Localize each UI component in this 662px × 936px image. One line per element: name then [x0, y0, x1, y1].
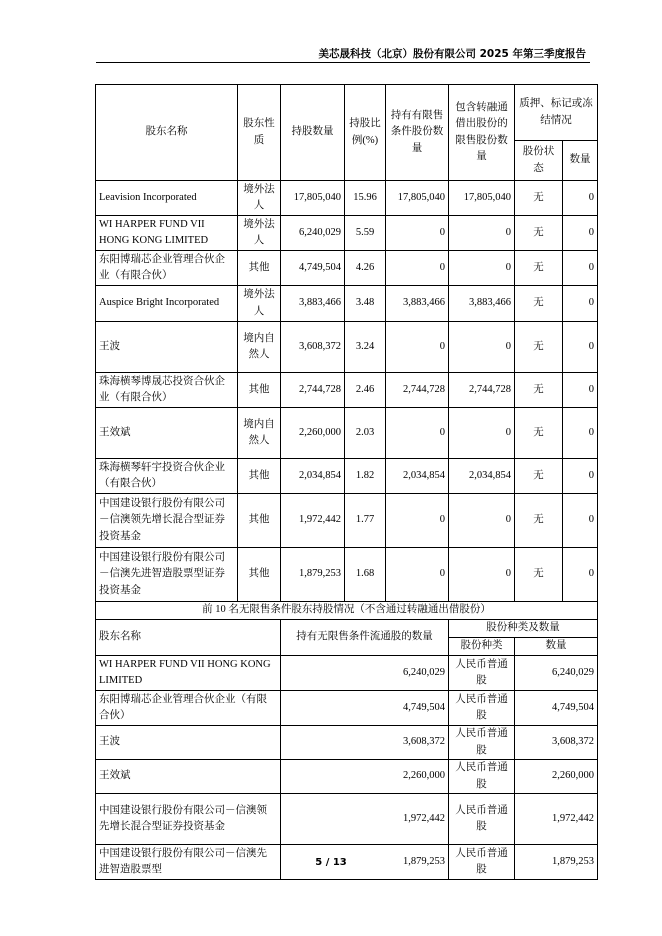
restricted-qty: 0	[386, 548, 449, 602]
restricted-qty: 17,805,040	[386, 181, 449, 216]
lend-restricted-qty: 2,034,854	[449, 459, 515, 494]
pledge-qty: 0	[563, 459, 598, 494]
pledge-qty: 0	[563, 548, 598, 602]
unrestricted-qty: 1,972,442	[281, 794, 449, 845]
share-kind-type: 人民币普通股	[449, 794, 515, 845]
share-kind-qty: 4,749,504	[515, 691, 598, 726]
shareholder-name: 中国建设银行股份有限公司－信澳先进智造股票型证券投资基金	[96, 548, 238, 602]
holding-ratio: 3.48	[345, 286, 386, 322]
share-kind-type: 人民币普通股	[449, 760, 515, 794]
unrestricted-holder-name: 东阳博瑞芯企业管理合伙企业（有限合伙）	[96, 691, 281, 726]
pledge-qty: 0	[563, 408, 598, 459]
lend-restricted-qty: 17,805,040	[449, 181, 515, 216]
unrestricted-qty: 1,879,253	[281, 845, 449, 880]
table-row	[96, 408, 598, 459]
pledge-status: 无	[515, 459, 563, 494]
holding-qty: 3,608,372	[281, 322, 345, 373]
pledge-qty: 0	[563, 286, 598, 322]
pledge-qty: 0	[563, 322, 598, 373]
holding-qty: 1,972,442	[281, 494, 345, 548]
shareholder-nature: 境外法人	[238, 286, 281, 322]
shareholder-nature: 其他	[238, 548, 281, 602]
table-row	[96, 322, 598, 373]
col-holding-ratio: 持股比例(%)	[345, 85, 386, 181]
shareholder-name: Leavision Incorporated	[96, 181, 238, 216]
col-unrestricted-name: 股东名称	[96, 620, 281, 656]
shareholder-name: Auspice Bright Incorporated	[96, 286, 238, 322]
unrestricted-holder-name: 中国建设银行股份有限公司－信澳先进智造股票型	[96, 845, 281, 880]
shareholder-nature: 境内自然人	[238, 322, 281, 373]
holding-qty: 2,034,854	[281, 459, 345, 494]
holding-ratio: 1.82	[345, 459, 386, 494]
shareholder-nature: 其他	[238, 459, 281, 494]
pledge-qty: 0	[563, 251, 598, 286]
pledge-status: 无	[515, 322, 563, 373]
table-row	[96, 251, 598, 286]
lend-restricted-qty: 0	[449, 408, 515, 459]
table-row	[96, 216, 598, 251]
pledge-qty: 0	[563, 181, 598, 216]
col-unrestricted-qty: 持有无限售条件流通股的数量	[281, 620, 449, 656]
unrestricted-qty: 6,240,029	[281, 656, 449, 691]
table-row	[96, 726, 598, 760]
restricted-qty: 2,034,854	[386, 459, 449, 494]
unrestricted-holder-name: WI HARPER FUND VII HONG KONG LIMITED	[96, 656, 281, 691]
restricted-qty: 0	[386, 216, 449, 251]
shareholder-name: 王波	[96, 322, 238, 373]
shareholder-name: WI HARPER FUND VII HONG KONG LIMITED	[96, 216, 238, 251]
restricted-qty: 0	[386, 408, 449, 459]
holding-ratio: 2.03	[345, 408, 386, 459]
holding-ratio: 1.68	[345, 548, 386, 602]
restricted-qty: 3,883,466	[386, 286, 449, 322]
unrestricted-qty: 4,749,504	[281, 691, 449, 726]
col-restricted-qty: 持有有限售条件股份数量	[386, 85, 449, 181]
table-row	[96, 691, 598, 726]
lend-restricted-qty: 0	[449, 216, 515, 251]
share-kind-qty: 1,972,442	[515, 794, 598, 845]
share-kind-qty: 6,240,029	[515, 656, 598, 691]
col-pledge-group: 质押、标记或冻结情况	[515, 85, 598, 141]
lend-restricted-qty: 2,744,728	[449, 373, 515, 408]
shareholder-name: 东阳博瑞芯企业管理合伙企业（有限合伙）	[96, 251, 238, 286]
pledge-status: 无	[515, 494, 563, 548]
holding-qty: 2,744,728	[281, 373, 345, 408]
holding-ratio: 1.77	[345, 494, 386, 548]
table-row	[96, 760, 598, 794]
holding-ratio: 15.96	[345, 181, 386, 216]
top10-header-row	[96, 85, 598, 141]
shareholder-name: 王效斌	[96, 408, 238, 459]
unrestricted-section-title: 前 10 名无限售条件股东持股情况（不含通过转融通出借股份）	[96, 602, 598, 620]
table-row	[96, 794, 598, 845]
lend-restricted-qty: 0	[449, 494, 515, 548]
restricted-qty: 0	[386, 251, 449, 286]
shareholder-nature: 其他	[238, 251, 281, 286]
pledge-status: 无	[515, 373, 563, 408]
table-row	[96, 181, 598, 216]
restricted-qty: 0	[386, 494, 449, 548]
shareholder-nature: 其他	[238, 494, 281, 548]
table-row	[96, 548, 598, 602]
shareholder-name: 珠海横琴博晟芯投资合伙企业（有限合伙）	[96, 373, 238, 408]
holding-qty: 4,749,504	[281, 251, 345, 286]
pledge-status: 无	[515, 286, 563, 322]
col-shareholder-nature: 股东性质	[238, 85, 281, 181]
share-kind-qty: 1,879,253	[515, 845, 598, 880]
table-row	[96, 286, 598, 322]
share-kind-type: 人民币普通股	[449, 845, 515, 880]
pledge-status: 无	[515, 251, 563, 286]
col-holding-qty: 持股数量	[281, 85, 345, 181]
holding-qty: 1,879,253	[281, 548, 345, 602]
shareholder-nature: 境外法人	[238, 181, 281, 216]
shareholder-name: 珠海横琴轩宇投资合伙企业（有限合伙）	[96, 459, 238, 494]
pledge-status: 无	[515, 181, 563, 216]
col-share-kind-qty: 数量	[515, 638, 598, 656]
page-header-title: 美芯晟科技（北京）股份有限公司 2025 年第三季度报告	[318, 48, 586, 60]
col-share-kind-group: 股份种类及数量	[449, 620, 598, 638]
pledge-status: 无	[515, 548, 563, 602]
shareholder-nature: 境内自然人	[238, 408, 281, 459]
share-kind-type: 人民币普通股	[449, 726, 515, 760]
lend-restricted-qty: 0	[449, 251, 515, 286]
unrestricted-qty: 3,608,372	[281, 726, 449, 760]
table-row	[96, 494, 598, 548]
pledge-qty: 0	[563, 373, 598, 408]
unrestricted-holder-name: 王波	[96, 726, 281, 760]
holding-qty: 2,260,000	[281, 408, 345, 459]
unrestricted-qty: 2,260,000	[281, 760, 449, 794]
holding-ratio: 3.24	[345, 322, 386, 373]
lend-restricted-qty: 0	[449, 322, 515, 373]
holding-qty: 6,240,029	[281, 216, 345, 251]
lend-restricted-qty: 3,883,466	[449, 286, 515, 322]
shareholder-name: 中国建设银行股份有限公司－信澳领先增长混合型证券投资基金	[96, 494, 238, 548]
unrestricted-holder-name: 中国建设银行股份有限公司－信澳领先增长混合型证券投资基金	[96, 794, 281, 845]
restricted-qty: 2,744,728	[386, 373, 449, 408]
pledge-status: 无	[515, 408, 563, 459]
col-shareholder-name: 股东名称	[96, 85, 238, 181]
col-share-kind-type: 股份种类	[449, 638, 515, 656]
unrestricted-header-row	[96, 620, 598, 638]
table-row	[96, 656, 598, 691]
lend-restricted-qty: 0	[449, 548, 515, 602]
holding-ratio: 2.46	[345, 373, 386, 408]
header-divider	[96, 62, 590, 63]
unrestricted-section-title-row	[96, 602, 598, 620]
col-lend-restricted-qty: 包含转融通借出股份的限售股份数量	[449, 85, 515, 181]
share-kind-qty: 2,260,000	[515, 760, 598, 794]
table-row	[96, 459, 598, 494]
share-kind-qty: 3,608,372	[515, 726, 598, 760]
holding-ratio: 4.26	[345, 251, 386, 286]
pledge-qty: 0	[563, 494, 598, 548]
table-row	[96, 373, 598, 408]
restricted-qty: 0	[386, 322, 449, 373]
col-pledge-qty: 数量	[563, 141, 598, 181]
share-kind-type: 人民币普通股	[449, 691, 515, 726]
shareholder-table	[95, 84, 598, 880]
pledge-qty: 0	[563, 216, 598, 251]
col-pledge-status: 股份状态	[515, 141, 563, 181]
holding-ratio: 5.59	[345, 216, 386, 251]
holding-qty: 17,805,040	[281, 181, 345, 216]
shareholder-nature: 其他	[238, 373, 281, 408]
shareholder-nature: 境外法人	[238, 216, 281, 251]
holding-qty: 3,883,466	[281, 286, 345, 322]
page-number: 5 / 13	[315, 857, 347, 868]
pledge-status: 无	[515, 216, 563, 251]
unrestricted-holder-name: 王效斌	[96, 760, 281, 794]
share-kind-type: 人民币普通股	[449, 656, 515, 691]
